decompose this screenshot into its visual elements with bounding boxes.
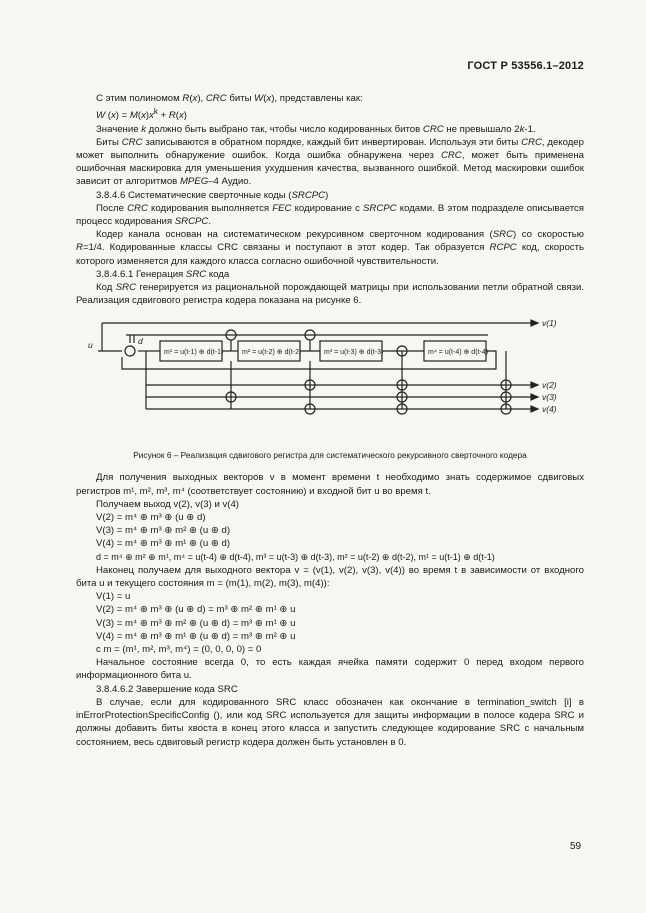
output-v4-label: v(4)	[542, 404, 557, 415]
output-v2-label: v(2)	[542, 380, 557, 391]
formula-d: d = m⁴ ⊕ m² ⊕ m¹, m⁴ = u(t-4) ⊕ d(t-4), m³ = u(t-3) ⊕ d(t-3), m² = u(t-2) ⊕ d(t-2), m¹ = u(t-1) ⊕ d(t-1)	[96, 551, 495, 562]
register-m4-label: m⁴ = u(t-4) ⊕ d(t-4)	[428, 349, 489, 357]
formula-v2: V(2) = m⁴ ⊕ m³ ⊕ (u ⊕ d)	[96, 512, 206, 524]
paragraph-src-gen: Код SRC генерируется из рациональной порождающей матрицы при использовании петли обратной связи. Реализация сдвигового регистра кодера показана на рисунке 6.	[76, 282, 584, 307]
register-m2-label: m² = u(t-2) ⊕ d(t-2)	[242, 349, 302, 357]
paragraph-fec: После CRC кодирования выполняется FEC кодирование с SRCPC кодами. В этом подразделе описывается процесс кодирования SRCPC.	[76, 202, 585, 228]
formula-w: W $(x) = M(x)x^k + R(x)$	[96, 107, 187, 122]
paragraph-initial-state: Начальное состояние всегда 0, то есть каждая ячейка памяти содержит 0 перед входом первого информационного бита u.	[76, 657, 584, 682]
page-number: 59	[570, 841, 582, 852]
shift-register-diagram	[76, 313, 584, 463]
paragraph-get-outputs: Получаем выход v(2), v(3) и v(4)	[96, 498, 240, 510]
formula-f3: V(3) = m⁴ ⊕ m³ ⊕ m² ⊕ (u ⊕ d) = m³ ⊕ m¹ ⊕ u	[96, 617, 296, 629]
label-d: d	[138, 336, 143, 347]
register-m1-label: m¹ = u(t-1) ⊕ d(t-1)	[164, 349, 224, 357]
formula-f5: с m = (m¹, m², m³, m⁴) = (0, 0, 0, 0) = 0	[96, 644, 262, 656]
standard-header: ГОСТ Р 53556.1–2012	[467, 60, 584, 72]
formula-f2: V(2) = m⁴ ⊕ m³ ⊕ (u ⊕ d) = m³ ⊕ m² ⊕ m¹ ⊕ u	[96, 604, 296, 616]
paragraph-k: Значение k должно быть выбрано так, чтобы число кодированных битов CRC не превышало 2k-1.	[96, 123, 536, 135]
paragraph-output-vectors: Для получения выходных векторов v в момент времени t необходимо знать содержимое сдвиговых регистров m¹, m², m³, m⁴ (соответствует состоянию) и входной бит u во время t.	[76, 472, 584, 497]
output-v3-label: v(3)	[542, 392, 557, 403]
shift-register-figure	[76, 313, 584, 463]
arrow-v1	[531, 320, 538, 326]
formula-v3: V(3) = m⁴ ⊕ m³ ⊕ m² ⊕ (u ⊕ d)	[96, 525, 231, 537]
register-m3-label: m³ = u(t-3) ⊕ d(t-3)	[324, 349, 384, 357]
output-v1-label: v(1)	[542, 318, 557, 329]
formula-f1: V(1) = u	[96, 591, 131, 603]
paragraph-crc-bits: Биты CRC записываются в обратном порядке, каждый бит инвертирован. Используя эти биты CRC, декодер может выполнить обнаружение ошибок. Когда ошибка обнаружена через CRC, может быть применена ошибочная маскировка для уменьшения ухудшения качества, вызванного ошибкой. Метод маскировки ошибок зависит от алгоритмов MPEG–4 Аудио.	[76, 136, 585, 188]
section-3-8-4-6: 3.8.4.6 Систематические сверточные коды (SRCPC)	[96, 189, 329, 201]
formula-v4: V(4) = m⁴ ⊕ m³ ⊕ m¹ ⊕ (u ⊕ d)	[96, 538, 231, 550]
label-input-u: u	[88, 340, 93, 351]
paragraph-channel-coder: Кодер канала основан на систематическом рекурсивном сверточном кодирования (SRC) со скоростью R=1/4. Кодированные классы CRC связаны и поступают в этот кодер. Так образуется RCPC код, скорость которого изменяется для каждого класса согласно ошибочной чувствительности.	[76, 229, 584, 267]
formula-f4: V(4) = m⁴ ⊕ m³ ⊕ m¹ ⊕ (u ⊕ d) = m³ ⊕ m² ⊕ u	[96, 630, 296, 642]
section-3-8-4-6-2: 3.8.4.6.2 Завершение кода SRC	[96, 683, 238, 695]
page-body	[76, 92, 584, 749]
figure-caption: Рисунок 6 – Реализация сдвигового регистра для систематического рекурсивного сверточного кодера	[133, 450, 527, 461]
paragraph-termination: В случае, если для кодированного SRC класс обозначен как окончание в termination_switch [i] в inErrorProtectionSpecificConfig (), или код SRC используется для защиты информации в полосе кодера SRC и должны добавить биты хвоста в конец этого класса и запустить следующее кодирование SRC с начальным состоянием, весь сдвиговый регистр кодера должен быть установлен в 0.	[76, 696, 584, 748]
xor-input	[125, 346, 135, 356]
paragraph-final-vector: Наконец получаем для выходного вектора v = (v(1), v(2), v(3), v(4)) во время t в зависимости от входного бита u и текущего состояния m = (m(1), m(2), m(3), m(4)):	[76, 564, 584, 590]
section-3-8-4-6-1: 3.8.4.6.1 Генерация SRC кода	[96, 268, 230, 280]
paragraph-polynomial: С этим полиномом R(x), CRC биты W(x), представлены как:	[96, 93, 363, 104]
